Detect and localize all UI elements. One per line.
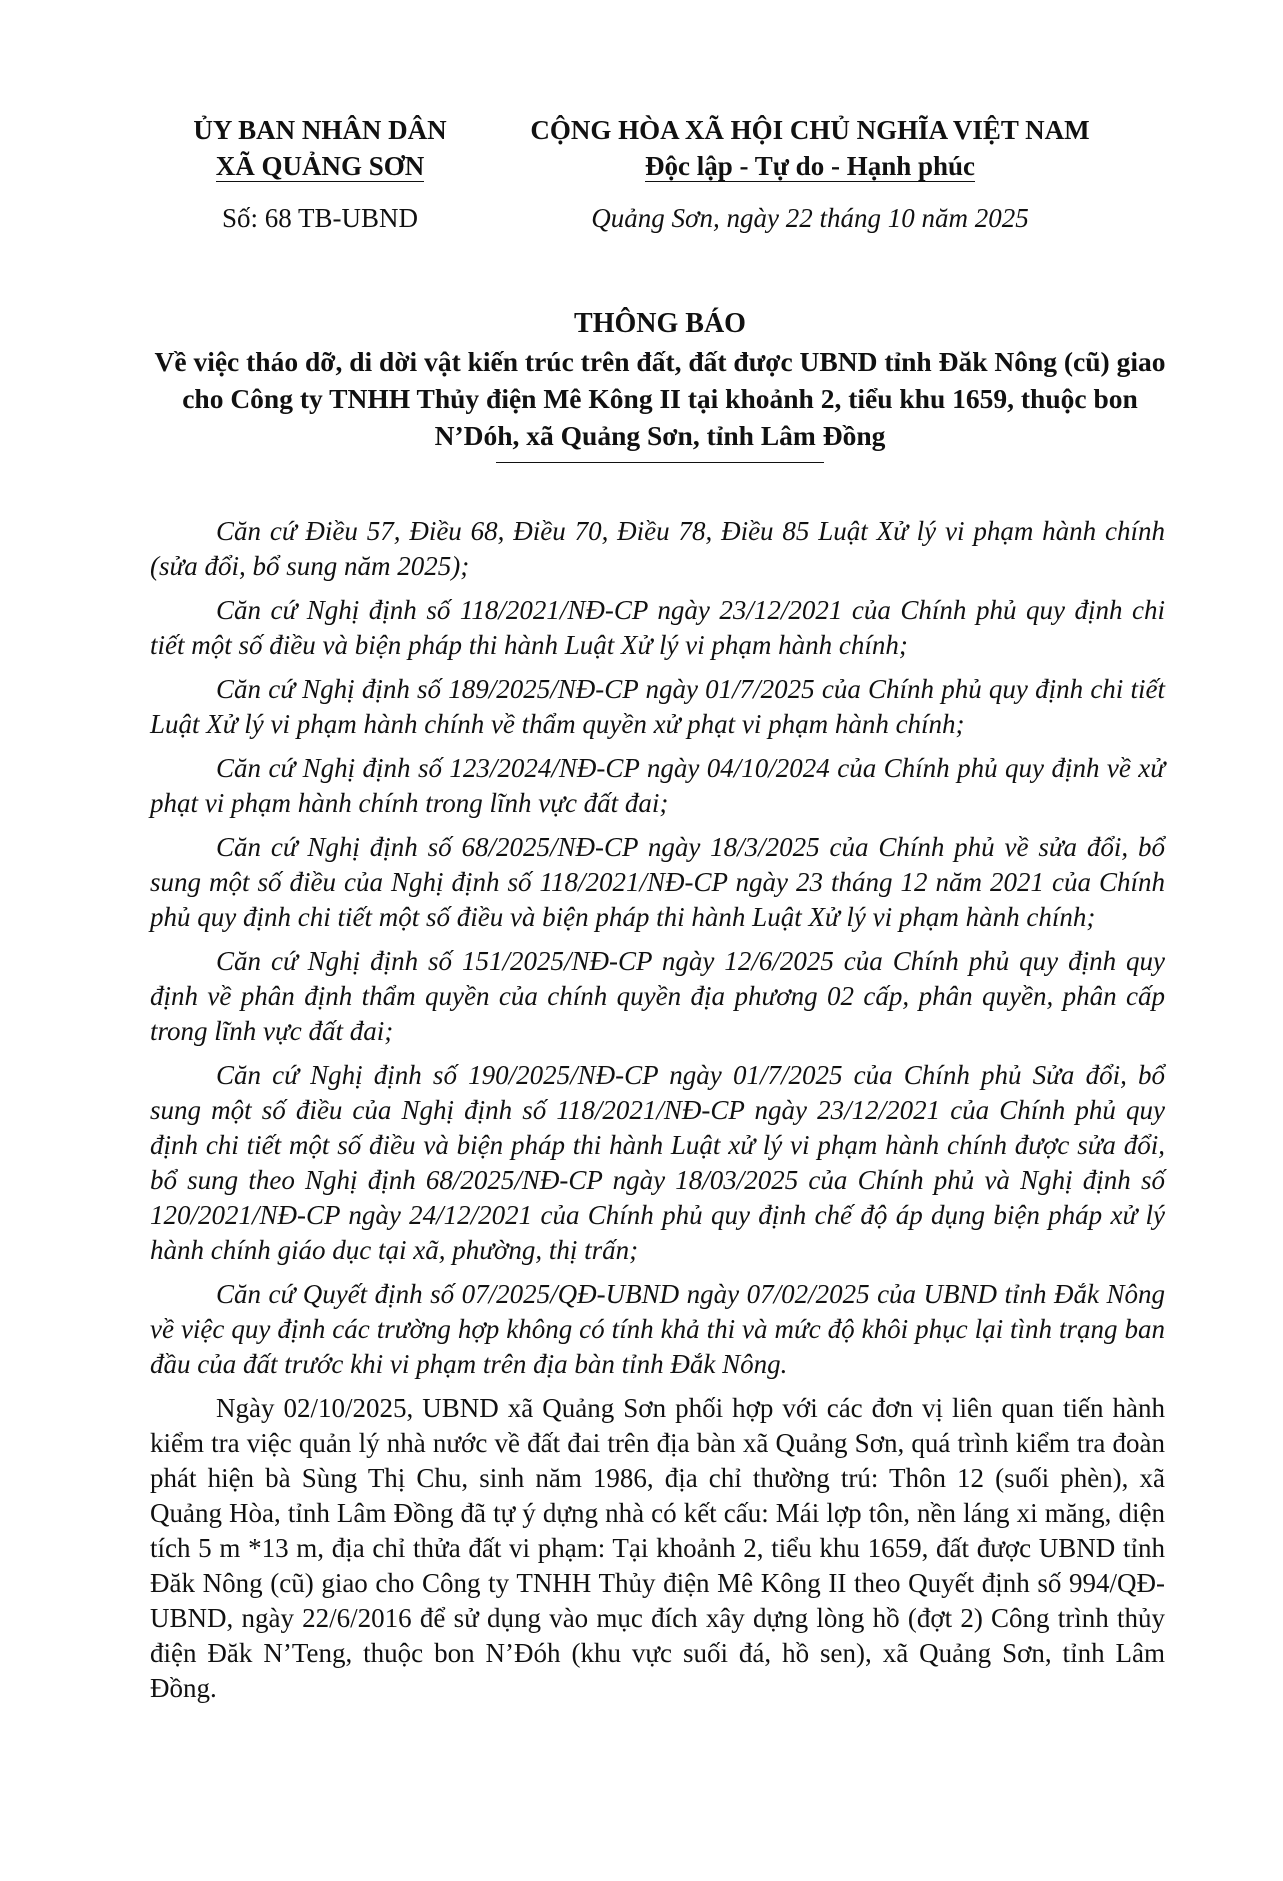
document-number: Số: 68 TB-UBND [221,203,419,233]
legal-basis-paragraph: Căn cứ Nghị định số 118/2021/NĐ-CP ngày 23/12/2021 của Chính phủ quy định chi tiết một số điều và biện pháp thi hành Luật Xử lý vi phạm hành chính; [150,595,1165,660]
agency-name: ỦY BAN NHÂN DÂN [193,115,447,145]
legal-basis-paragraph: Căn cứ Điều 57, Điều 68, Điều 70, Điều 78, Điều 85 Luật Xử lý vi phạm hành chính (sửa đổi, bổ sung năm 2025); [150,516,1165,581]
issuing-agency-block [170,112,470,236]
document-body [150,514,1165,1715]
national-heading-block [490,112,1130,236]
legal-basis-paragraph: Căn cứ Nghị định số 151/2025/NĐ-CP ngày 12/6/2025 của Chính phủ quy định quy định về phân định thẩm quyền của chính quyền địa phương 02 cấp, phân quyền, phân cấp trong lĩnh vực đất đai; [150,946,1165,1046]
document-title-block [140,305,1180,463]
place-and-date: Quảng Sơn, ngày 22 tháng 10 năm 2025 [591,203,1029,233]
title-underline [496,462,824,463]
legal-basis-paragraph: Căn cứ Quyết định số 07/2025/QĐ-UBND ngày 07/02/2025 của UBND tỉnh Đắk Nông về việc quy định các trường hợp không có tính khả thi và mức độ khôi phục lại tình trạng ban đầu của đất trước khi vi phạm trên địa bàn tỉnh Đắk Nông. [150,1279,1165,1379]
agency-commune: XÃ QUẢNG SƠN [215,151,425,181]
body-paragraph: Ngày 02/10/2025, UBND xã Quảng Sơn phối hợp với các đơn vị liên quan tiến hành kiểm tra việc quản lý nhà nước về đất đai trên địa bàn xã Quảng Sơn, quá trình kiểm tra đoàn phát hiện bà Sùng Thị Chu, sinh năm 1986, địa chỉ thường trú: Thôn 12 (suối phèn), xã Quảng Hòa, tỉnh Lâm Đồng đã tự ý dựng nhà có kết cấu: Mái lợp tôn, nền láng xi măng, diện tích 5 m *13 m, địa chỉ thửa đất vi phạm: Tại khoảnh 2, tiểu khu 1659, đất được UBND tỉnh Đăk Nông (cũ) giao cho Công ty TNHH Thủy điện Mê Kông II theo Quyết định số 994/QĐ-UBND, ngày 22/6/2016 để sử dụng vào mục đích xây dựng lòng hồ (đợt 2) Công trình thủy điện Đăk N’Teng, thuộc bon N’Đóh (khu vực suối đá, hồ sen), xã Quảng Sơn, tỉnh Lâm Đồng. [150,1393,1165,1703]
national-title: CỘNG HÒA XÃ HỘI CHỦ NGHĨA VIỆT NAM [530,115,1090,145]
national-motto: Độc lập - Tự do - Hạnh phúc [644,151,976,181]
document-type: THÔNG BÁO [574,308,746,339]
legal-basis-paragraph: Căn cứ Nghị định số 68/2025/NĐ-CP ngày 18/3/2025 của Chính phủ về sửa đổi, bổ sung một số điều của Nghị định số 118/2021/NĐ-CP ngày 23 tháng 12 năm 2021 của Chính phủ quy định chi tiết một số điều và biện pháp thi hành Luật Xử lý vi phạm hành chính; [150,832,1165,932]
document-header [0,112,1283,242]
legal-basis-paragraph: Căn cứ Nghị định số 190/2025/NĐ-CP ngày 01/7/2025 của Chính phủ Sửa đổi, bổ sung một số điều của Nghị định số 118/2021/NĐ-CP ngày 23/12/2021 của Chính phủ quy định chi tiết một số điều và biện pháp thi hành Luật xử lý vi phạm hành chính được sửa đổi, bổ sung theo Nghị định 68/2025/NĐ-CP ngày 18/03/2025 của Chính phủ và Nghị định số 120/2021/NĐ-CP ngày 24/12/2021 của Chính phủ quy định chế độ áp dụng biện pháp xử lý hành chính giáo dục tại xã, phường, thị trấn; [150,1060,1165,1265]
legal-basis-paragraph: Căn cứ Nghị định số 189/2025/NĐ-CP ngày 01/7/2025 của Chính phủ quy định chi tiết Luật Xử lý vi phạm hành chính về thẩm quyền xử phạt vi phạm hành chính; [150,674,1165,739]
legal-basis-paragraph: Căn cứ Nghị định số 123/2024/NĐ-CP ngày 04/10/2024 của Chính phủ quy định về xử phạt vi phạm hành chính trong lĩnh vực đất đai; [150,753,1165,818]
document-subject: Về việc tháo dỡ, di dời vật kiến trúc trên đất, đất được UBND tỉnh Đăk Nông (cũ) giao cho Công ty TNHH Thủy điện Mê Kông II tại khoảnh 2, tiểu khu 1659, thuộc bon N’Dóh, xã Quảng Sơn, tỉnh Lâm Đồng [154,346,1166,451]
